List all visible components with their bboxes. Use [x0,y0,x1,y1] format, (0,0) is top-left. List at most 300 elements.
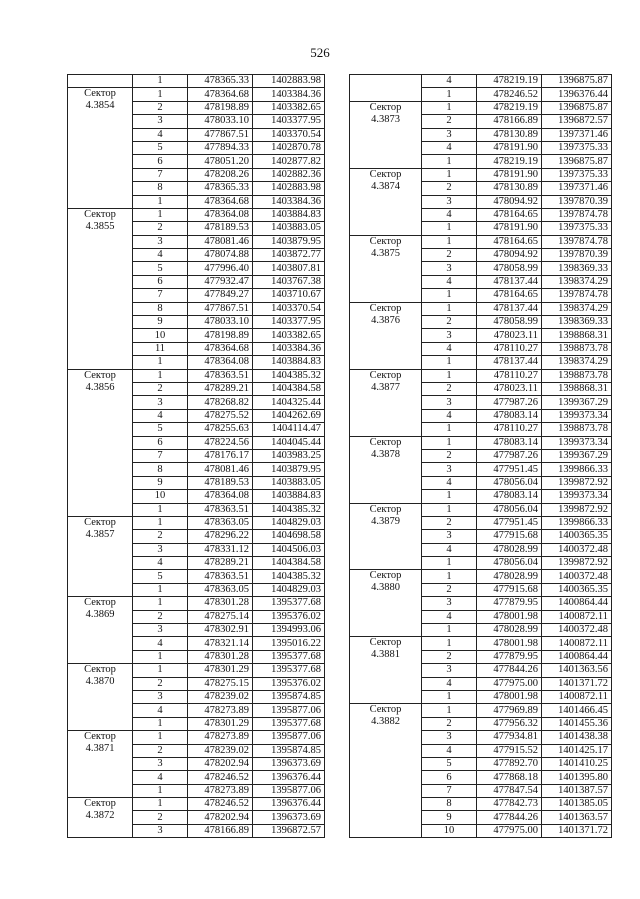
coordinate-x: 478273.89 [188,784,253,797]
coordinate-x: 478164.65 [477,289,542,302]
point-number: 1 [422,436,477,449]
coordinate-x: 477987.26 [477,396,542,409]
coordinate-x: 478289.21 [188,557,253,570]
coordinate-x: 478051.20 [188,155,253,168]
coordinate-y: 1401363.56 [542,664,612,677]
point-number: 1 [422,557,477,570]
point-number: 3 [422,195,477,208]
sector-word: Сектор [369,637,402,649]
coordinate-y: 1396376.44 [542,88,612,101]
coordinate-x: 477987.26 [477,449,542,462]
coordinate-y: 1401385.05 [542,798,612,811]
coordinate-x: 478056.04 [477,503,542,516]
coordinate-x: 478224.56 [188,436,253,449]
point-number: 8 [133,182,188,195]
point-number: 2 [133,101,188,114]
coordinate-y: 1401425.17 [542,744,612,757]
coordinate-x: 478246.52 [188,771,253,784]
point-number: 4 [133,771,188,784]
coordinate-x: 478301.29 [188,664,253,677]
coordinate-x: 478246.52 [477,88,542,101]
point-number: 3 [133,624,188,637]
point-number: 4 [133,557,188,570]
coordinate-y: 1399373.34 [542,436,612,449]
sector-code: 4.3855 [85,220,115,232]
coordinate-x: 478198.89 [188,101,253,114]
coordinate-y: 1403382.65 [253,329,325,342]
coordinate-x: 478164.65 [477,208,542,221]
coordinate-y: 1403884.83 [253,490,325,503]
coordinate-y: 1397371.46 [542,128,612,141]
coordinate-x: 478033.10 [188,316,253,329]
point-number: 8 [133,463,188,476]
point-number: 5 [133,262,188,275]
coordinate-x: 477879.95 [477,597,542,610]
coordinate-x: 478083.14 [477,409,542,422]
coordinate-y: 1397375.33 [542,141,612,154]
coordinate-y: 1403710.67 [253,289,325,302]
coordinate-y: 1401363.57 [542,811,612,824]
coordinate-x: 478033.10 [188,115,253,128]
sector-label [350,75,422,102]
point-number: 1 [133,516,188,529]
point-number: 3 [422,664,477,677]
sector-word: Сектор [84,597,116,609]
coordinate-y: 1403382.65 [253,101,325,114]
coordinate-row [350,503,612,516]
coordinate-x: 477932.47 [188,275,253,288]
point-number: 1 [422,222,477,235]
coordinate-y: 1396376.44 [253,798,325,811]
coordinate-x: 477951.45 [477,516,542,529]
sector-word: Сектор [369,369,402,381]
coordinate-x: 478191.90 [477,141,542,154]
left-coordinates-table [67,74,325,838]
coordinate-row [350,637,612,650]
sector-word: Сектор [369,704,402,716]
point-number: 9 [422,811,477,824]
coordinate-y: 1402883.98 [253,75,325,88]
sector-code: 4.3871 [85,743,115,755]
sector-label [350,302,422,369]
coordinate-y: 1404262.69 [253,409,325,422]
coordinate-x: 478363.51 [188,503,253,516]
coordinate-y: 1403883.05 [253,222,325,235]
coordinate-y: 1401438.38 [542,731,612,744]
coordinate-x: 477975.00 [477,824,542,837]
coordinate-x: 478364.08 [188,356,253,369]
coordinate-y: 1403872.77 [253,249,325,262]
coordinate-x: 478364.68 [188,342,253,355]
point-number: 1 [422,690,477,703]
coordinate-y: 1396875.87 [542,101,612,114]
coordinate-row [350,570,612,583]
sector-word: Сектор [369,503,402,515]
coordinate-y: 1396376.44 [253,771,325,784]
point-number: 2 [422,316,477,329]
point-number: 7 [133,168,188,181]
coordinate-y: 1398369.33 [542,316,612,329]
point-number: 1 [422,704,477,717]
coordinate-x: 478198.89 [188,329,253,342]
coordinate-x: 478302.91 [188,624,253,637]
coordinate-y: 1396373.69 [253,757,325,770]
coordinate-y: 1403384.36 [253,195,325,208]
coordinate-y: 1404829.03 [253,516,325,529]
coordinate-y: 1403883.05 [253,476,325,489]
point-number: 7 [133,449,188,462]
sector-label [350,436,422,503]
coordinate-x: 478296.22 [188,530,253,543]
coordinate-y: 1395377.68 [253,597,325,610]
coordinate-y: 1403879.95 [253,463,325,476]
point-number: 5 [133,141,188,154]
coordinate-row [68,208,325,221]
point-number: 2 [422,583,477,596]
coordinate-y: 1401387.57 [542,784,612,797]
point-number: 4 [422,677,477,690]
coordinate-y: 1397375.33 [542,168,612,181]
coordinate-y: 1399367.29 [542,396,612,409]
coordinate-y: 1399872.92 [542,476,612,489]
sector-word: Сектор [84,798,116,810]
coordinate-x: 478023.11 [477,329,542,342]
coordinate-y: 1404385.32 [253,570,325,583]
point-number: 9 [133,316,188,329]
coordinate-x: 478364.68 [188,88,253,101]
coordinate-x: 477849.27 [188,289,253,302]
point-number: 8 [422,798,477,811]
coordinate-row [350,369,612,382]
point-number: 1 [133,784,188,797]
coordinate-x: 478083.14 [477,436,542,449]
sector-code: 4.3878 [371,448,400,460]
sector-code: 4.3876 [371,314,400,326]
sector-label [350,369,422,436]
coordinate-x: 478364.08 [188,490,253,503]
point-number: 4 [422,744,477,757]
coordinate-x: 477894.33 [188,141,253,154]
coordinate-x: 478365.33 [188,182,253,195]
coordinate-x: 478028.99 [477,543,542,556]
point-number: 4 [133,409,188,422]
coordinate-y: 1404385.32 [253,503,325,516]
sector-label [350,101,422,168]
coordinate-x: 478110.27 [477,342,542,355]
coordinate-x: 478001.98 [477,690,542,703]
point-number: 2 [133,744,188,757]
point-number: 5 [422,757,477,770]
coordinate-y: 1400372.48 [542,624,612,637]
coordinate-y: 1404114.47 [253,423,325,436]
point-number: 1 [133,717,188,730]
coordinate-y: 1396872.57 [542,115,612,128]
coordinate-y: 1398369.33 [542,262,612,275]
point-number: 3 [133,396,188,409]
coordinate-y: 1395377.68 [253,717,325,730]
point-number: 3 [422,128,477,141]
sector-code: 4.3879 [371,515,400,527]
coordinate-x: 478164.65 [477,235,542,248]
coordinate-y: 1397874.78 [542,208,612,221]
point-number: 1 [422,570,477,583]
coordinate-y: 1395377.68 [253,664,325,677]
coordinate-y: 1395377.68 [253,650,325,663]
point-number: 4 [422,476,477,489]
sector-word: Сектор [84,88,116,100]
coordinate-y: 1403384.36 [253,342,325,355]
point-number: 1 [422,88,477,101]
coordinate-x: 478321.14 [188,637,253,650]
sector-label [350,503,422,570]
coordinate-y: 1397870.39 [542,195,612,208]
coordinate-x: 478301.28 [188,597,253,610]
coordinate-x: 478273.89 [188,704,253,717]
sector-code: 4.3856 [85,381,115,393]
point-number: 1 [133,195,188,208]
coordinate-x: 478239.02 [188,744,253,757]
point-number: 2 [133,811,188,824]
sector-code: 4.3877 [371,381,400,393]
coordinate-y: 1403377.95 [253,316,325,329]
sector-word: Сектор [369,168,402,180]
coordinate-x: 478023.11 [477,382,542,395]
point-number: 1 [422,155,477,168]
coordinate-x: 478202.94 [188,811,253,824]
point-number: 4 [422,409,477,422]
coordinate-y: 1397870.39 [542,249,612,262]
sector-code: 4.3880 [371,582,400,594]
sector-code: 4.3874 [371,180,400,192]
point-number: 3 [133,690,188,703]
coordinate-x: 478219.19 [477,75,542,88]
point-number: 4 [133,704,188,717]
coordinate-row [350,235,612,248]
coordinate-x: 478094.92 [477,195,542,208]
coordinate-y: 1398873.78 [542,423,612,436]
coordinate-x: 478081.46 [188,235,253,248]
point-number: 1 [133,75,188,88]
point-number: 6 [133,436,188,449]
coordinate-x: 477868.18 [477,771,542,784]
coordinate-x: 478363.05 [188,516,253,529]
coordinate-x: 478166.89 [477,115,542,128]
coordinate-y: 1399367.29 [542,449,612,462]
sector-code: 4.3872 [85,810,115,822]
point-number: 1 [133,208,188,221]
coordinate-y: 1401455.36 [542,717,612,730]
coordinate-x: 478273.89 [188,731,253,744]
point-number: 1 [133,583,188,596]
point-number: 1 [133,503,188,516]
coordinate-row [350,704,612,717]
point-number: 4 [133,249,188,262]
sector-code: 4.3857 [85,528,115,540]
coordinate-y: 1399872.92 [542,503,612,516]
coordinate-x: 477975.00 [477,677,542,690]
point-number: 10 [133,490,188,503]
point-number: 11 [133,342,188,355]
coordinate-x: 478137.44 [477,356,542,369]
sector-label [350,235,422,302]
coordinate-x: 477867.51 [188,128,253,141]
coordinate-x: 478246.52 [188,798,253,811]
sector-word: Сектор [84,208,116,220]
coordinate-x: 478255.63 [188,423,253,436]
coordinate-x: 478056.04 [477,476,542,489]
coordinate-x: 478275.14 [188,610,253,623]
point-number: 10 [422,824,477,837]
coordinate-y: 1400864.44 [542,597,612,610]
point-number: 3 [422,530,477,543]
point-number: 4 [422,141,477,154]
coordinate-row [350,101,612,114]
coordinate-x: 478074.88 [188,249,253,262]
coordinate-x: 477847.54 [477,784,542,797]
point-number: 2 [133,677,188,690]
coordinate-y: 1400365.35 [542,530,612,543]
coordinate-x: 478110.27 [477,369,542,382]
coordinate-y: 1395877.06 [253,784,325,797]
coordinate-x: 478094.92 [477,249,542,262]
coordinate-x: 478191.90 [477,222,542,235]
coordinate-y: 1403884.83 [253,208,325,221]
coordinate-y: 1397874.78 [542,289,612,302]
coordinate-y: 1404045.44 [253,436,325,449]
sector-label [68,798,133,838]
sector-code: 4.3854 [85,100,115,112]
coordinate-x: 478202.94 [188,757,253,770]
coordinate-y: 1402877.82 [253,155,325,168]
sector-label [68,208,133,369]
coordinate-y: 1396875.87 [542,75,612,88]
coordinate-x: 477867.51 [188,302,253,315]
coordinate-row [68,88,325,101]
coordinate-row [350,302,612,315]
point-number: 6 [422,771,477,784]
coordinate-y: 1403377.95 [253,115,325,128]
coordinate-x: 478301.28 [188,650,253,663]
coordinate-x: 477892.70 [477,757,542,770]
point-number: 3 [133,543,188,556]
coordinate-x: 478363.51 [188,369,253,382]
point-number: 4 [422,342,477,355]
coordinate-x: 478028.99 [477,570,542,583]
point-number: 1 [422,168,477,181]
coordinate-y: 1399866.33 [542,463,612,476]
point-number: 2 [422,382,477,395]
point-number: 1 [422,289,477,302]
coordinate-x: 478289.21 [188,382,253,395]
coordinate-y: 1403384.36 [253,88,325,101]
point-number: 2 [133,610,188,623]
coordinate-x: 478189.53 [188,222,253,235]
coordinate-x: 477956.32 [477,717,542,730]
coordinate-y: 1400872.11 [542,637,612,650]
point-number: 6 [133,155,188,168]
coordinate-y: 1400872.11 [542,610,612,623]
coordinate-y: 1399373.34 [542,490,612,503]
point-number: 1 [133,664,188,677]
coordinate-y: 1403767.38 [253,275,325,288]
point-number: 4 [133,128,188,141]
coordinate-x: 477951.45 [477,463,542,476]
coordinate-x: 478331.12 [188,543,253,556]
sector-label [68,597,133,664]
point-number: 3 [422,731,477,744]
point-number: 6 [133,275,188,288]
coordinate-y: 1400365.35 [542,583,612,596]
point-number: 1 [422,302,477,315]
sector-word: Сектор [369,302,402,314]
coordinate-y: 1397874.78 [542,235,612,248]
coordinate-x: 478058.99 [477,262,542,275]
coordinate-x: 478001.98 [477,637,542,650]
coordinate-y: 1401371.72 [542,824,612,837]
point-number: 3 [133,824,188,837]
coordinate-row [68,597,325,610]
coordinate-y: 1398374.29 [542,302,612,315]
sector-word: Сектор [84,369,116,381]
sector-code: 4.3882 [371,716,400,728]
point-number: 3 [422,329,477,342]
coordinate-y: 1402883.98 [253,182,325,195]
coordinate-y: 1398374.29 [542,275,612,288]
point-number: 8 [133,302,188,315]
coordinate-y: 1395877.06 [253,704,325,717]
coordinate-y: 1401410.25 [542,757,612,770]
coordinate-y: 1400872.11 [542,690,612,703]
point-number: 1 [133,731,188,744]
sector-label [68,369,133,516]
point-number: 1 [133,369,188,382]
sector-label [350,570,422,637]
point-number: 1 [422,490,477,503]
coordinate-x: 478364.68 [188,195,253,208]
right-coordinates-table [349,74,612,838]
coordinate-x: 477934.81 [477,731,542,744]
point-number: 2 [133,530,188,543]
point-number: 3 [422,463,477,476]
coordinate-y: 1398868.31 [542,329,612,342]
coordinate-row [68,516,325,529]
point-number: 2 [133,222,188,235]
coordinate-row [68,798,325,811]
coordinate-x: 477915.52 [477,744,542,757]
point-number: 2 [422,115,477,128]
coordinate-x: 478191.90 [477,168,542,181]
coordinate-row [68,664,325,677]
point-number: 4 [422,610,477,623]
coordinate-y: 1394993.06 [253,624,325,637]
coordinate-y: 1404506.03 [253,543,325,556]
sector-label [68,88,133,209]
coordinate-y: 1399866.33 [542,516,612,529]
coordinate-y: 1404384.58 [253,382,325,395]
point-number: 2 [422,249,477,262]
sector-word: Сектор [369,570,402,582]
coordinate-x: 477844.26 [477,811,542,824]
coordinate-y: 1396875.87 [542,155,612,168]
coordinate-y: 1402882.36 [253,168,325,181]
coordinate-x: 477915.68 [477,530,542,543]
coordinate-x: 477842.73 [477,798,542,811]
coordinate-y: 1395877.06 [253,731,325,744]
point-number: 3 [133,115,188,128]
coordinate-y: 1403807.81 [253,262,325,275]
coordinate-y: 1404325.44 [253,396,325,409]
coordinate-x: 478301.29 [188,717,253,730]
